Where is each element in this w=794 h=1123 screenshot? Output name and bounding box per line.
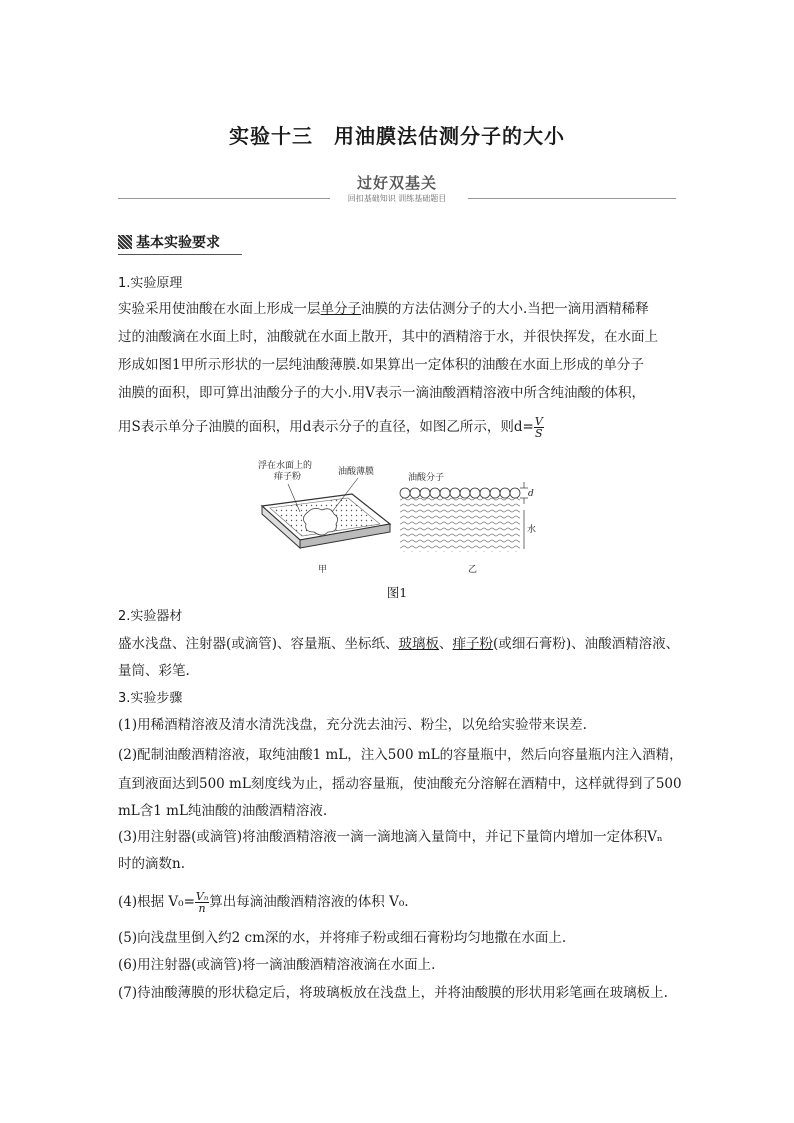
principle-line-2: 过的油酸滴在水面上时，油酸就在水面上散开，其中的酒精溶于水，并很快挥发，在水面上	[118, 329, 658, 345]
underlined-term: 玻璃板	[398, 636, 440, 652]
equipment-line-2: 量筒、彩笔.	[118, 663, 190, 679]
fraction-numerator: V	[534, 415, 543, 428]
text-span: 用S表示单分子油膜的面积，用d表示分子的直径，如图乙所示，则d=	[118, 419, 534, 435]
fraction-v-over-s	[534, 416, 544, 439]
label-d: d	[528, 489, 534, 499]
equipment-line-1	[118, 634, 678, 654]
step-2-line-2: 直到液面达到500 mL刻度线为止，摇动容量瓶，使油酸充分溶解在酒精中，这样就得到了500	[118, 776, 682, 792]
oil-molecule-row	[400, 488, 520, 498]
fraction-numerator: Vₙ	[195, 890, 209, 903]
equipment-heading: 2.实验器材	[118, 609, 183, 624]
label-molecule: 油酸分子	[408, 473, 445, 483]
section-banner-title: 过好双基关	[356, 174, 437, 192]
step-1: (1)用稀酒精溶液及清水清洗浅盘，充分洗去油污、粉尘，以免给实验带来误差.	[118, 717, 587, 733]
section-heading	[118, 232, 220, 252]
principle-line-4: 油膜的面积，即可算出油酸分子的大小.用V表示一滴油酸酒精溶液中所含纯油酸的体积，	[118, 385, 646, 401]
water-region	[400, 498, 520, 552]
step-2-line-1: (2)配制油酸酒精溶液，取纯油酸1 mL，注入500 mL的容量瓶中，然后向容量瓶内注入酒精，	[118, 747, 683, 763]
figure-1-diagram	[250, 454, 550, 579]
section-mark-icon	[118, 235, 132, 249]
molecule-layer-illustration	[400, 482, 528, 552]
section-banner-tag: 回扣基础知识 训练基础题目	[347, 194, 447, 203]
section-heading-label: 基本实验要求	[136, 235, 220, 251]
principle-heading: 1.实验原理	[118, 276, 183, 291]
fraction-denominator: S	[535, 427, 543, 440]
fraction-denominator: n	[198, 902, 206, 915]
steps-heading: 3.实验步骤	[118, 691, 183, 706]
step-5: (5)向浅盘里倒入约2 cm深的水，并将痱子粉或细石膏粉均匀地撒在水面上.	[118, 930, 567, 946]
label-film: 油酸薄膜	[338, 467, 375, 477]
text-span: 、	[439, 636, 453, 652]
figure-caption: 图1	[386, 585, 408, 600]
step-3-line-2: 时的滴数n.	[118, 856, 185, 872]
text-span: 盛水浅盘、注射器(或滴管)、容量瓶、坐标纸、	[118, 636, 399, 652]
text-span: 算出每滴油酸酒精溶液的体积 V₀.	[209, 894, 409, 910]
principle-line-1	[118, 299, 678, 319]
underlined-term: 单分子	[320, 301, 361, 317]
step-3-line-1: (3)用注射器(或滴管)将油酸酒精溶液一滴一滴地滴入量筒中，并记下量筒内增加一定体积Vₙ	[118, 829, 663, 845]
text-span: 油膜的方法估测分子的大小.当把一滴用酒精稀释	[361, 301, 649, 317]
step-7: (7)待油酸薄膜的形状稳定后，将玻璃板放在浅盘上，并将油酸膜的形状用彩笔画在玻璃板上.	[118, 985, 668, 1001]
step-6: (6)用注射器(或滴管)将一滴油酸酒精溶液滴在水面上.	[118, 957, 436, 973]
principle-line-3: 形成如图1甲所示形状的一层纯油酸薄膜.如果算出一定体积的油酸在水面上形成的单分子	[118, 357, 644, 373]
label-floating: 浮在水面上的	[258, 461, 313, 471]
label-water: 水	[527, 525, 537, 535]
text-span: 实验采用使油酸在水面上形成一层	[118, 301, 321, 317]
label-powder: 痱子粉	[274, 472, 302, 482]
text-span: (4)根据 V₀=	[118, 894, 195, 910]
label-jia: 甲	[318, 565, 328, 575]
oil-film-blob	[303, 508, 337, 535]
label-yi: 乙	[468, 565, 478, 575]
step-4	[118, 891, 678, 914]
fraction-vn-over-n	[195, 891, 209, 914]
section-underline	[118, 254, 242, 255]
page-title: 实验十三 用油膜法估测分子的大小	[229, 124, 565, 148]
text-span: (或细石膏粉)、油酸酒精溶液、	[493, 636, 680, 652]
tray-illustration	[262, 478, 390, 548]
underlined-term: 痱子粉	[452, 636, 494, 652]
principle-line-5	[118, 416, 678, 439]
step-2-line-3: mL含1 mL纯油酸的油酸酒精溶液.	[118, 803, 328, 819]
